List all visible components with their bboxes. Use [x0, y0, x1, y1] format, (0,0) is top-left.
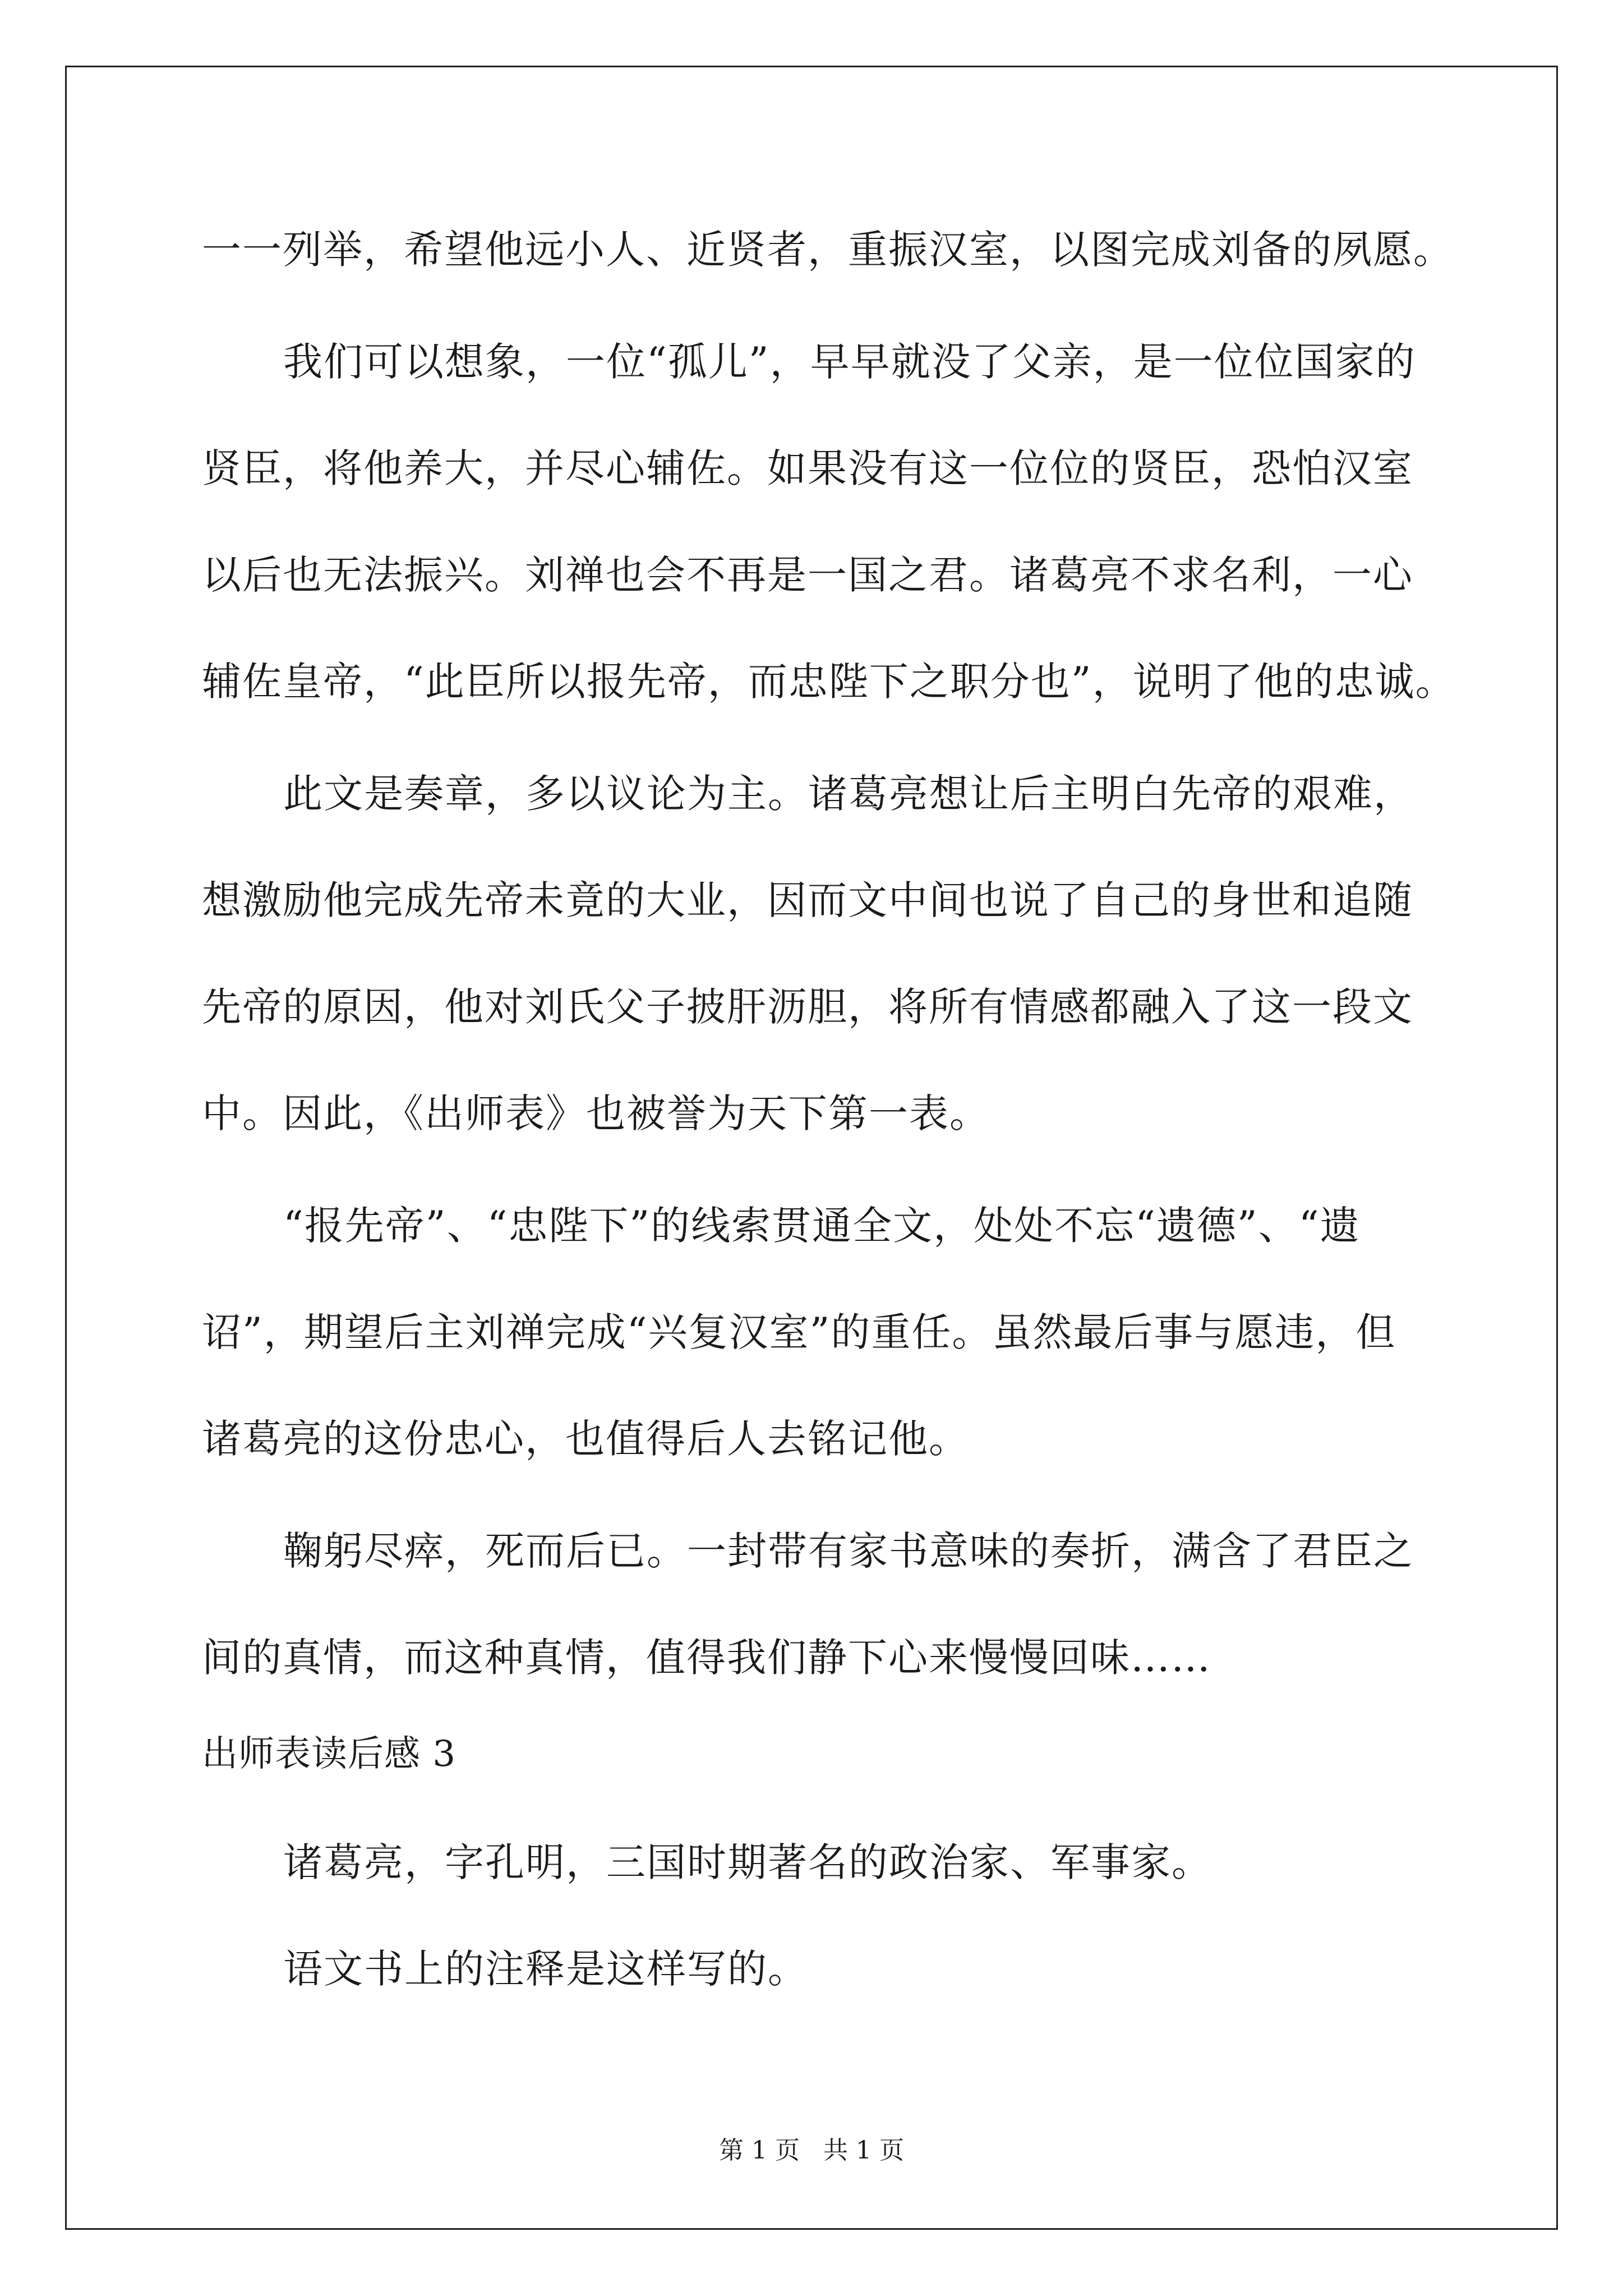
- paragraph-line: 间的真情，而这种真情，值得我们静下心来慢慢回味……: [202, 1635, 1211, 1681]
- paragraph-line: 贤臣，将他养大，并尽心辅佐。如果没有这一位位的贤臣，恐怕汉室: [202, 445, 1413, 491]
- paragraph-line: 诸葛亮的这份忠心，也值得后人去铭记他。: [202, 1416, 969, 1462]
- paragraph-line: 语文书上的注释是这样写的。: [283, 1946, 808, 1992]
- paragraph-line: 先帝的原因，他对刘氏父子披肝沥胆，将所有情感都融入了这一段文: [202, 984, 1413, 1030]
- paragraph-line: 辅佐皇帝，“此臣所以报先帝，而忠陛下之职分也”，说明了他的忠诚。: [202, 659, 1456, 705]
- paragraph-line: 一一列举，希望他远小人、近贤者，重振汉室，以图完成刘备的夙愿。: [202, 227, 1454, 273]
- paragraph-line: 以后也无法振兴。刘禅也会不再是一国之君。诸葛亮不求名利，一心: [202, 552, 1413, 598]
- paragraph-line: 诸葛亮，字孔明，三国时期著名的政治家、军事家。: [283, 1839, 1212, 1885]
- page-border: [65, 66, 1558, 2230]
- paragraph-line: 此文是奏章，多以议论为主。诸葛亮想让后主明白先帝的艰难，: [283, 771, 1414, 817]
- paragraph-line: “报先帝”、“忠陛下”的线索贯通全文，处处不忘“遗德”、“遗: [283, 1203, 1361, 1249]
- paragraph-line: 鞠躬尽瘁，死而后已。一封带有家书意味的奏折，满含了君臣之: [283, 1528, 1414, 1574]
- paragraph-line: 中。因此，《出师表》也被誉为天下第一表。: [202, 1091, 990, 1137]
- section-title: 出师表读后感 3: [202, 1733, 457, 1775]
- page-footer: 第 1 页 共 1 页: [719, 2136, 904, 2165]
- paragraph-line: 我们可以想象，一位“孤儿”，早早就没了父亲，是一位位国家的: [283, 339, 1416, 385]
- paragraph-line: 诏”，期望后主刘禅完成“兴复汉室”的重任。虽然最后事与愿违，但: [202, 1309, 1396, 1355]
- paragraph-line: 想激励他完成先帝未竟的大业，因而文中间也说了自己的身世和追随: [202, 877, 1413, 923]
